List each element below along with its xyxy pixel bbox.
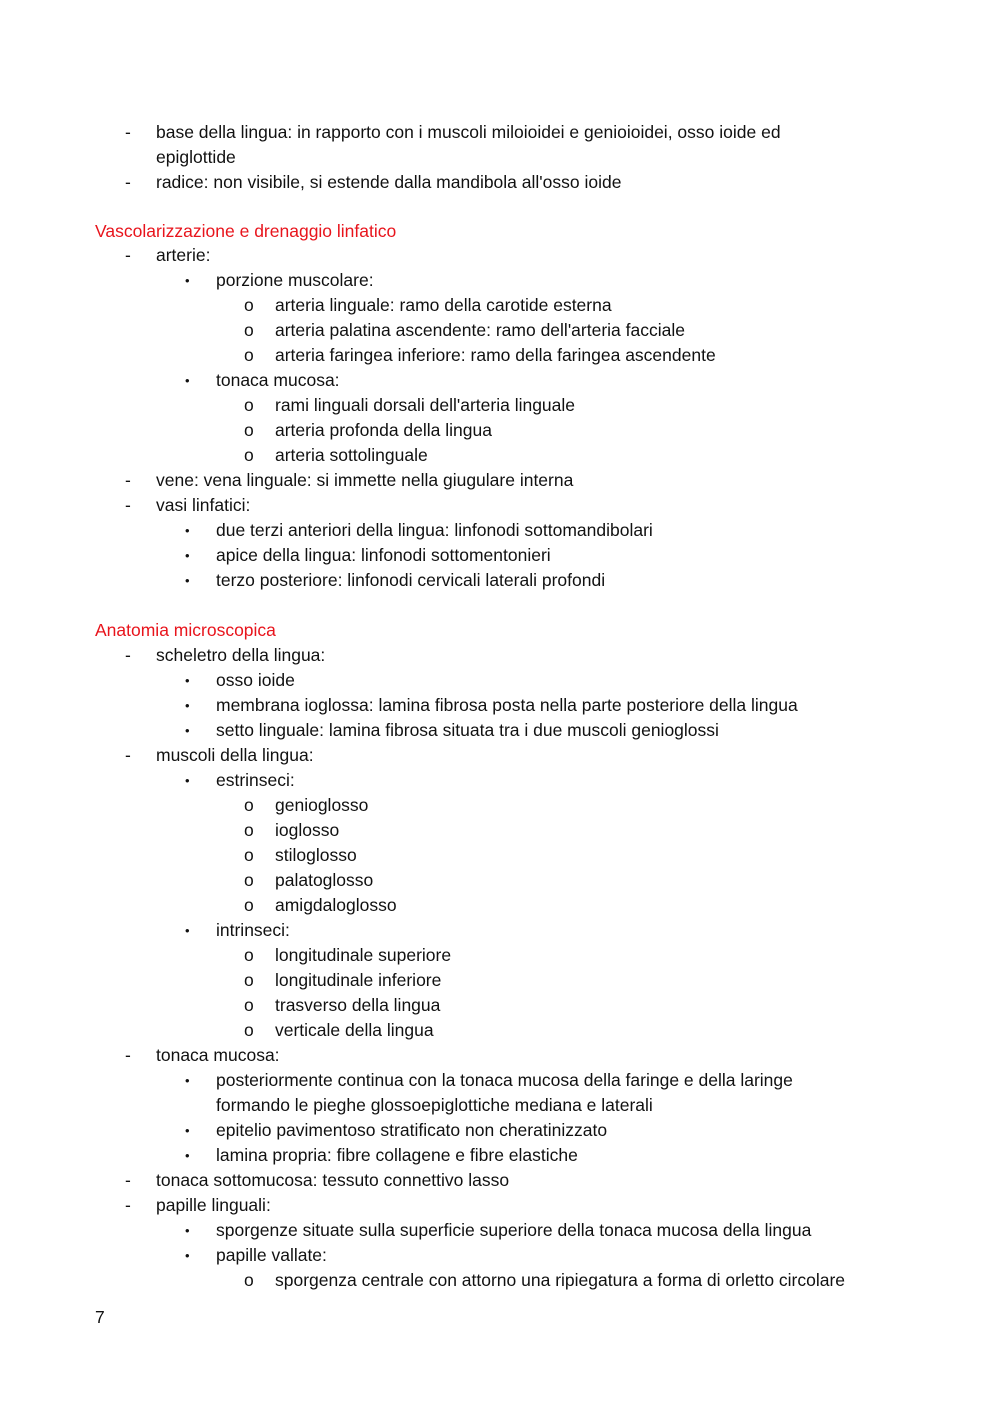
list-item-text: longitudinale inferiore [275, 970, 442, 990]
bullet-marker: • [185, 1073, 190, 1088]
list-item-text: sporgenza centrale con attorno una ripiegatura a forma di orletto circolare [275, 1270, 846, 1290]
list-item-text: sporgenze situate sulla superficie superiore della tonaca mucosa della lingua [216, 1220, 812, 1240]
list-item [0, 718, 1000, 743]
list-item-text: arteria linguale: ramo della carotide esterna [275, 295, 612, 315]
list-item [0, 170, 1000, 195]
dash-marker: - [125, 645, 131, 665]
circle-marker: o [244, 1020, 254, 1040]
list-item [0, 1243, 1000, 1268]
list-item [0, 918, 1000, 943]
list-item [0, 243, 1000, 268]
list-item [0, 268, 1000, 293]
bullet-marker: • [185, 573, 190, 588]
list-item-text: epitelio pavimentoso stratificato non cheratinizzato [216, 1120, 608, 1140]
list-item-text: arteria sottolinguale [275, 445, 428, 465]
bullet-marker: • [185, 673, 190, 688]
dash-marker: - [125, 470, 131, 490]
dash-marker: - [125, 1195, 131, 1215]
dash-marker: - [125, 245, 131, 265]
list-item-text: verticale della lingua [275, 1020, 434, 1040]
bullet-marker: • [185, 698, 190, 713]
list-item-text: setto linguale: lamina fibrosa situata tra i due muscoli genioglossi [216, 720, 719, 740]
bullet-marker: • [185, 1148, 190, 1163]
section-heading: Anatomia microscopica [95, 620, 276, 640]
circle-marker: o [244, 1270, 254, 1290]
list-item-text: due terzi anteriori della lingua: linfonodi sottomandibolari [216, 520, 653, 540]
list-item [0, 643, 1000, 668]
list-item-text: tonaca sottomucosa: tessuto connettivo lasso [156, 1170, 510, 1190]
list-item [0, 493, 1000, 518]
list-item-text: osso ioide [216, 670, 295, 690]
list-item-text: membrana ioglossa: lamina fibrosa posta nella parte posteriore della lingua [216, 695, 798, 715]
dash-marker: - [125, 1170, 131, 1190]
list-item [0, 818, 1000, 843]
list-item-text: terzo posteriore: linfonodi cervicali laterali profondi [216, 570, 606, 590]
list-item [0, 668, 1000, 693]
dash-marker: - [125, 495, 131, 515]
list-item-text: estrinseci: [216, 770, 295, 790]
bullet-marker: • [185, 773, 190, 788]
list-item [0, 968, 1000, 993]
list-item-text: longitudinale superiore [275, 945, 452, 965]
dash-marker: - [125, 745, 131, 765]
list-item [0, 1268, 1000, 1293]
list-item-text: apice della lingua: linfonodi sottomentonieri [216, 545, 551, 565]
list-item-text: muscoli della lingua: [156, 745, 314, 765]
list-item [0, 1118, 1000, 1143]
circle-marker: o [244, 970, 254, 990]
list-item-text: trasverso della lingua [275, 995, 441, 1015]
circle-marker: o [244, 395, 254, 415]
list-item [0, 743, 1000, 768]
list-item-text: vasi linfatici: [156, 495, 251, 515]
list-item [0, 343, 1000, 368]
list-item [0, 1018, 1000, 1043]
circle-marker: o [244, 945, 254, 965]
list-item-text: porzione muscolare: [216, 270, 374, 290]
list-item [0, 568, 1000, 593]
bullet-marker: • [185, 1123, 190, 1138]
dash-marker: - [125, 122, 131, 142]
list-item-text: lamina propria: fibre collagene e fibre elastiche [216, 1145, 578, 1165]
list-item [0, 543, 1000, 568]
list-item [0, 368, 1000, 393]
list-item-text: stiloglosso [275, 845, 357, 865]
list-item-text: vene: vena linguale: si immette nella giugulare interna [156, 470, 574, 490]
circle-marker: o [244, 345, 254, 365]
intro-list [0, 120, 1000, 195]
list-item [0, 443, 1000, 468]
circle-marker: o [244, 870, 254, 890]
bullet-marker: • [185, 523, 190, 538]
list-item-text: papille vallate: [216, 1245, 327, 1265]
circle-marker: o [244, 445, 254, 465]
list-item-text: radice: non visibile, si estende dalla mandibola all'osso ioide [156, 172, 622, 192]
list-item-text: tonaca mucosa: [216, 370, 340, 390]
bullet-marker: • [185, 373, 190, 388]
dash-marker: - [125, 1045, 131, 1065]
list-item [0, 1218, 1000, 1243]
list-item-text: arteria faringea inferiore: ramo della faringea ascendente [275, 345, 716, 365]
bullet-marker: • [185, 548, 190, 563]
vasc-list [0, 243, 1000, 593]
list-item [0, 120, 1000, 145]
list-item [0, 318, 1000, 343]
page-number: 7 [95, 1307, 105, 1327]
list-item-text: arteria palatina ascendente: ramo dell'arteria facciale [275, 320, 685, 340]
list-item-text: posteriormente continua con la tonaca mucosa della faringe e della laringe [216, 1070, 793, 1090]
dash-marker: - [125, 172, 131, 192]
list-item-text: intrinseci: [216, 920, 290, 940]
circle-marker: o [244, 820, 254, 840]
list-item [0, 868, 1000, 893]
list-item-text: papille linguali: [156, 1195, 271, 1215]
list-item-text: formando le pieghe glossoepiglottiche mediana e laterali [216, 1095, 653, 1115]
bullet-marker: • [185, 923, 190, 938]
list-item [0, 1043, 1000, 1068]
circle-marker: o [244, 895, 254, 915]
list-item [0, 993, 1000, 1018]
list-item-text: amigdaloglosso [275, 895, 397, 915]
list-item [0, 468, 1000, 493]
list-item [0, 293, 1000, 318]
list-item [0, 1143, 1000, 1168]
list-item [0, 1068, 1000, 1093]
list-item [0, 393, 1000, 418]
list-item [0, 1168, 1000, 1193]
bullet-marker: • [185, 1248, 190, 1263]
list-item [0, 843, 1000, 868]
list-item-text: epiglottide [156, 147, 236, 167]
bullet-marker: • [185, 1223, 190, 1238]
list-item [0, 768, 1000, 793]
list-item-text: arterie: [156, 245, 211, 265]
list-item [0, 518, 1000, 543]
list-item-text: scheletro della lingua: [156, 645, 326, 665]
list-item [0, 1193, 1000, 1218]
list-item-text: arteria profonda della lingua [275, 420, 492, 440]
list-item [0, 943, 1000, 968]
circle-marker: o [244, 420, 254, 440]
circle-marker: o [244, 295, 254, 315]
list-item [0, 693, 1000, 718]
list-item [0, 893, 1000, 918]
list-item-continuation [0, 145, 1000, 170]
list-item-text: ioglosso [275, 820, 340, 840]
list-item-text: genioglosso [275, 795, 369, 815]
circle-marker: o [244, 845, 254, 865]
bullet-marker: • [185, 273, 190, 288]
circle-marker: o [244, 795, 254, 815]
circle-marker: o [244, 995, 254, 1015]
micro-list [0, 643, 1000, 1293]
list-item-text: palatoglosso [275, 870, 374, 890]
section-heading: Vascolarizzazione e drenaggio linfatico [95, 221, 397, 241]
list-item-text: base della lingua: in rapporto con i muscoli miloioidei e genioioidei, osso ioide ed [156, 122, 781, 142]
list-item-text: tonaca mucosa: [156, 1045, 280, 1065]
circle-marker: o [244, 320, 254, 340]
list-item-continuation [0, 1093, 1000, 1118]
list-item [0, 793, 1000, 818]
list-item [0, 418, 1000, 443]
bullet-marker: • [185, 723, 190, 738]
list-item-text: rami linguali dorsali dell'arteria linguale [275, 395, 576, 415]
